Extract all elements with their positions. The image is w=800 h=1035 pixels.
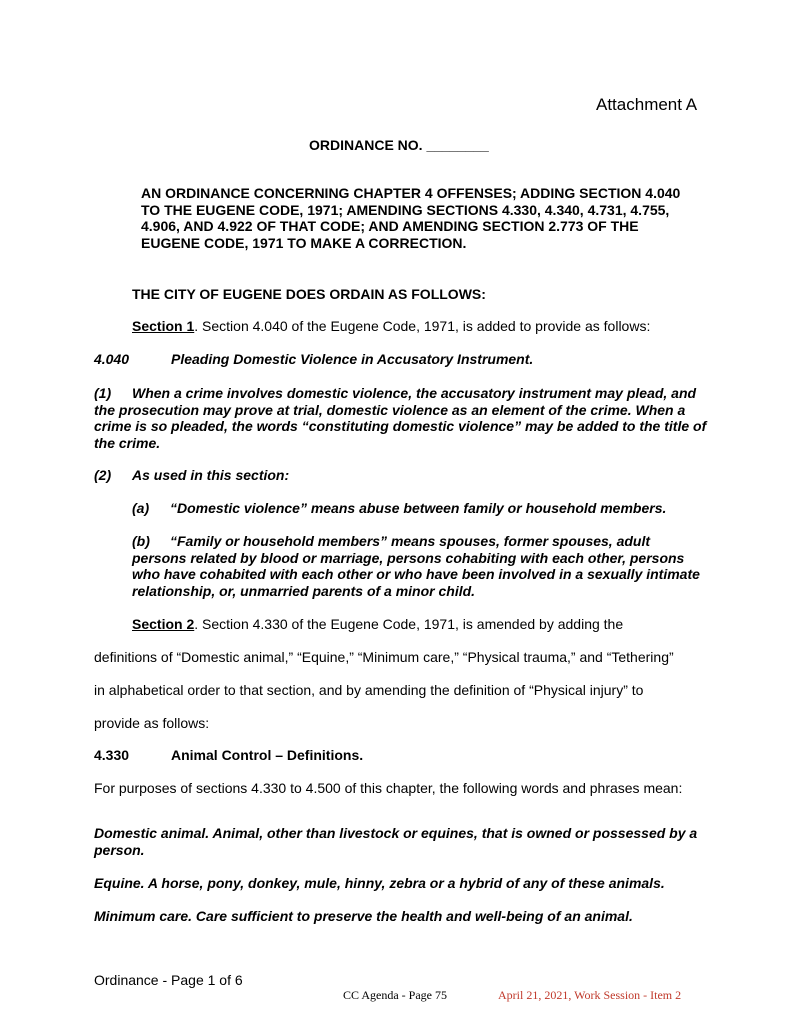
section-1-label: Section 1 [132, 318, 195, 334]
section-2-line-2: definitions of “Domestic animal,” “Equine,” “Minimum care,” “Physical trauma,” and “Tethering” [94, 649, 674, 665]
section-1-intro [132, 318, 650, 335]
attachment-label: Attachment A [596, 95, 698, 114]
ordinance-title: AN ORDINANCE CONCERNING CHAPTER 4 OFFENSES; ADDING SECTION 4.040 TO THE EUGENE CODE, 1971; AMENDING SECTIONS 4.330, 4.340, 4.731, 4.755, 4.906, AND 4.922 OF THAT CODE; AND AMENDING SECTION 2.773 OF THE EUGENE CODE, 1971 TO MAKE A CORRECTION. [141, 185, 681, 251]
section-1-text: . Section 4.040 of the Eugene Code, 1971, is added to provide as follows: [194, 318, 651, 334]
agenda-page-footer: CC Agenda - Page 75 [343, 988, 447, 1002]
ordinance-number: ORDINANCE NO. ________ [309, 137, 489, 153]
definition-domestic-animal: Domestic animal. Animal, other than livestock or equines, that is owned or possessed by a person. [94, 825, 698, 858]
definition-equine: Equine. A horse, pony, donkey, mule, hinny, zebra or a hybrid of any of these animals. [94, 875, 665, 891]
code-4040-heading [94, 351, 533, 368]
subparagraph-a-label: (a) [132, 500, 150, 516]
paragraph-2 [94, 467, 289, 484]
section-2-line-4: provide as follows: [94, 715, 210, 731]
subparagraph-b [132, 533, 704, 599]
definition-minimum-care: Minimum care. Care sufficient to preserve the health and well-being of an animal. [94, 908, 633, 924]
paragraph-1 [94, 385, 710, 451]
section-2-label: Section 2 [132, 616, 195, 632]
subparagraph-b-text: “Family or household members” means spouses, former spouses, adult persons related by blood or marriage, persons cohabiting with each other, persons who have cohabited with each other or who have been involved in a sexually intimate relationship, or, unmarried parents of a minor child. [132, 533, 700, 599]
page-footer: Ordinance - Page 1 of 6 [94, 972, 243, 988]
paragraph-1-text: When a crime involves domestic violence, the accusatory instrument may plead, and the prosecution may prove at trial, domestic violence as an element of the crime. When a crime is so pleaded, the words “constituting domestic violence” may be added to the title of the crime. [94, 385, 707, 451]
code-4040-number: 4.040 [94, 351, 130, 367]
section-2-intro [132, 616, 623, 633]
code-4330-heading [94, 747, 363, 764]
paragraph-2-text: As used in this section: [132, 467, 290, 483]
paragraph-2-label: (2) [94, 467, 112, 483]
section-2-line-3: in alphabetical order to that section, and by amending the definition of “Physical injury” to [94, 682, 644, 698]
ordain-statement: THE CITY OF EUGENE DOES ORDAIN AS FOLLOWS: [132, 286, 486, 302]
code-4330-number: 4.330 [94, 747, 130, 763]
section-2-line-1: . Section 4.330 of the Eugene Code, 1971, is amended by adding the [194, 616, 624, 632]
paragraph-1-label: (1) [94, 385, 112, 401]
subparagraph-a-text: “Domestic violence” means abuse between family or household members. [170, 500, 667, 516]
code-4330-title: Animal Control – Definitions. [171, 747, 364, 763]
definitions-intro: For purposes of sections 4.330 to 4.500 of this chapter, the following words and phrases mean: [94, 780, 683, 796]
subparagraph-a [132, 500, 666, 517]
code-4040-title: Pleading Domestic Violence in Accusatory Instrument. [171, 351, 534, 367]
subparagraph-b-label: (b) [132, 533, 150, 549]
work-session-footer: April 21, 2021, Work Session - Item 2 [498, 988, 682, 1002]
